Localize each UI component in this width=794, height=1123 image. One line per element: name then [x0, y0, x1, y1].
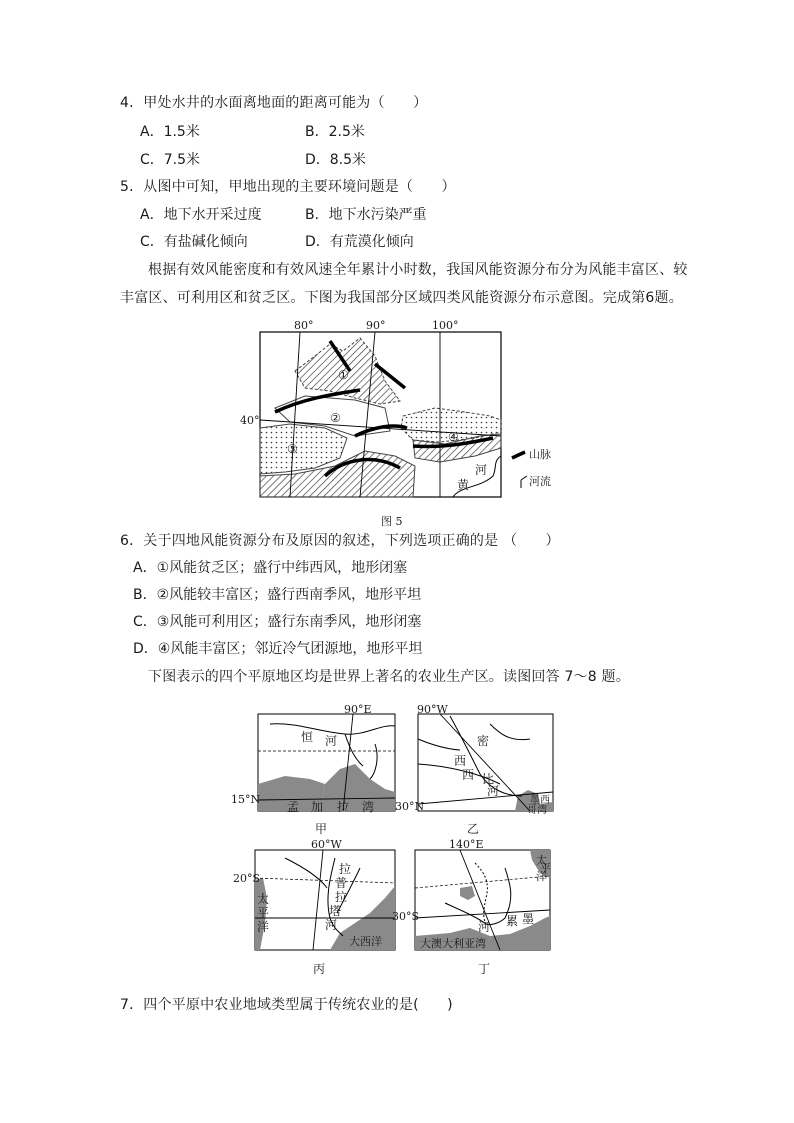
- map-bing-label: 丙: [313, 962, 326, 976]
- ding-lat-label: 30°S: [392, 910, 420, 923]
- jia-sea-c3: 拉: [337, 800, 350, 814]
- q4-option-d: D．8.5米: [305, 152, 367, 168]
- lon-90-label: 90°: [366, 319, 386, 332]
- jia-sea-c1: 孟: [287, 800, 300, 814]
- map-bing: [225, 838, 405, 953]
- region-2-label: ②: [330, 411, 341, 425]
- jia-river-c2: 河: [325, 734, 338, 748]
- bing-river-c1: 拉: [339, 862, 352, 876]
- jia-lat-label: 15°N: [231, 793, 261, 806]
- q5-option-c: C．有盐碱化倾向: [140, 234, 248, 250]
- yi-sea-line1: 墨西: [530, 795, 550, 806]
- q5-option-a: A．地下水开采过度: [140, 207, 262, 223]
- map-jia: [225, 704, 405, 812]
- ding-lon-label: 140°E: [449, 838, 484, 851]
- lon-80-label: 80°: [294, 319, 314, 332]
- region-4-label: ④: [448, 430, 459, 444]
- q6-option-b: B．②风能较丰富区；盛行西南季风，地形平坦: [133, 587, 422, 603]
- yi-lat-label: 30°N: [395, 800, 425, 813]
- ding-river-c1: 墨: [522, 912, 535, 926]
- bing-ocean-c3: 洋: [257, 920, 270, 934]
- q7-stem: 7．四个平原中农业地域类型属于传统农业的是( ): [120, 997, 453, 1013]
- yi-sea-line2: 哥湾: [527, 805, 547, 816]
- q5-option-d: D．有荒漠化倾向: [305, 234, 414, 250]
- map-yi: [390, 703, 560, 816]
- river-char-huang: 黄: [457, 478, 470, 492]
- bing-lon-label: 60°W: [311, 838, 342, 851]
- q6-option-c: C．③风能可利用区；盛行东南季风，地形闭塞: [133, 614, 422, 630]
- ding-sea-label: 大澳大利亚湾: [420, 937, 486, 950]
- ding-river-c2: 累: [506, 914, 519, 928]
- map-jia-label: 甲: [315, 822, 328, 836]
- map-ding: [390, 838, 560, 953]
- passage1-line1: 根据有效风能密度和有效风速全年累计小时数，我国风能资源分布分为风能丰富区、较: [148, 262, 688, 278]
- q6-option-a: A．①风能贫乏区；盛行中纬西风，地形闭塞: [133, 560, 408, 576]
- map-ding-label: 丁: [478, 962, 491, 976]
- jia-river-c1: 恒: [301, 730, 314, 744]
- q4-option-c: C．7.5米: [140, 152, 201, 168]
- yi-river-c4: 比: [482, 772, 495, 786]
- region-3-label: ③: [287, 442, 298, 456]
- bing-lat-label: 20°S: [233, 872, 261, 885]
- q4-option-b: B．2.5米: [305, 124, 365, 140]
- yi-river-c2: 西: [454, 754, 467, 768]
- jia-sea-c4: 湾: [362, 800, 375, 814]
- ding-ocean-c3: 洋: [536, 870, 547, 883]
- bing-river-c4: 塔: [329, 904, 342, 918]
- map-yi-label: 乙: [467, 822, 480, 836]
- figure-5-caption: 图 5: [381, 515, 403, 528]
- legend-river-label: 河流: [529, 475, 551, 488]
- bing-sea-label: 大西洋: [349, 935, 382, 948]
- ding-ocean-c2: 平: [540, 862, 551, 875]
- jia-lon-label: 90°E: [344, 703, 372, 716]
- passage2: 下图表示的四个平原地区均是世界上著名的农业生产区。读图回答 7～8 题。: [148, 669, 630, 685]
- passage1-line2: 丰富区、可利用区和贫乏区。下图为我国部分区域四类风能资源分布示意图。完成第6题。: [120, 290, 683, 306]
- bing-river-c3: 拉: [335, 890, 348, 904]
- yi-river-c5: 河: [487, 784, 500, 798]
- q6-option-d: D．④风能丰富区；邻近冷气团源地，地形平坦: [133, 641, 423, 657]
- q5-option-b: B．地下水污染严重: [305, 207, 427, 223]
- lon-100-label: 100°: [432, 319, 459, 332]
- ding-river-c3: 河: [478, 920, 491, 934]
- river-char-he: 河: [475, 463, 488, 477]
- ding-ocean-c1: 太: [536, 854, 547, 867]
- bing-ocean-c1: 太: [257, 892, 270, 906]
- lat-40-label: 40°: [240, 414, 260, 427]
- wind-energy-map: [235, 316, 555, 530]
- yi-river-c1: 密: [477, 734, 490, 748]
- yi-lon-label: 90°W: [417, 703, 448, 716]
- q6-stem: 6．关于四地风能资源分布及原因的叙述，下列选项正确的是 （ ）: [120, 533, 560, 549]
- bing-river-c2: 普: [335, 876, 348, 890]
- region-1-label: ①: [338, 368, 349, 382]
- bing-ocean-c2: 平: [257, 906, 270, 920]
- legend-mountain-label: 山脉: [529, 448, 551, 461]
- jia-sea-c2: 加: [311, 800, 324, 814]
- q4-option-a: A．1.5米: [140, 124, 200, 140]
- yi-river-c3: 西: [462, 768, 475, 782]
- q5-stem: 5．从图中可知，甲地出现的主要环境问题是（ ）: [120, 179, 456, 195]
- bing-river-c5: 河: [325, 918, 338, 932]
- q4-stem: 4．甲处水井的水面离地面的距离可能为（ ）: [120, 95, 428, 111]
